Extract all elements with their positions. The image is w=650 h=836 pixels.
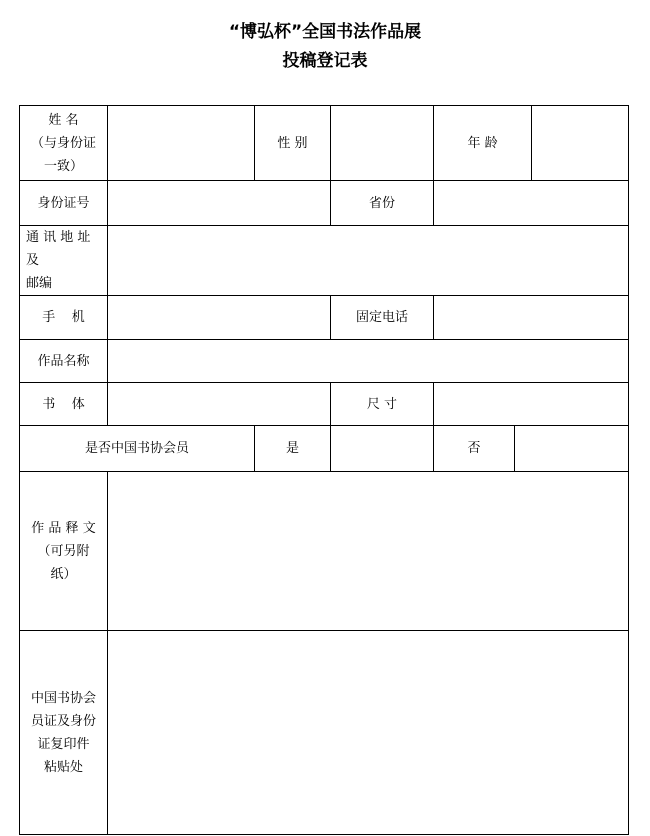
no-label: 否 — [434, 426, 515, 472]
mobile-field[interactable] — [108, 296, 331, 340]
age-field[interactable] — [532, 106, 629, 181]
gender-field[interactable] — [331, 106, 434, 181]
age-label: 年 龄 — [434, 106, 532, 181]
province-field[interactable] — [434, 181, 629, 226]
row-name — [20, 106, 629, 181]
id-number-label: 身份证号 — [20, 181, 108, 226]
row-phone — [20, 296, 629, 340]
no-field[interactable] — [515, 426, 629, 472]
id-number-field[interactable] — [108, 181, 331, 226]
name-field[interactable] — [108, 106, 255, 181]
script-style-label: 书 体 — [20, 383, 108, 426]
size-label: 尺 寸 — [331, 383, 434, 426]
mobile-label: 手 机 — [20, 296, 108, 340]
landline-field[interactable] — [434, 296, 629, 340]
row-id — [20, 181, 629, 226]
form-title: “博弘杯”全国书法作品展 — [228, 22, 422, 42]
work-title-label: 作品名称 — [20, 340, 108, 383]
row-address — [20, 226, 629, 296]
size-field[interactable] — [434, 383, 629, 426]
province-label: 省份 — [331, 181, 434, 226]
row-membership — [20, 426, 629, 472]
form-subtitle: 投稿登记表 — [282, 51, 368, 71]
member-question-label: 是否中国书协会员 — [20, 426, 255, 472]
landline-label: 固定电话 — [331, 296, 434, 340]
address-label: 通 讯 地 址 及 邮编 — [20, 226, 108, 296]
row-work-title — [20, 340, 629, 383]
script-style-field[interactable] — [108, 383, 331, 426]
work-text-label: 作 品 释 文 （可另附 纸） — [20, 472, 108, 631]
paste-area-field[interactable] — [108, 631, 629, 835]
paste-area-label: 中国书协会 员证及身份 证复印件 粘贴处 — [20, 631, 108, 835]
yes-field[interactable] — [331, 426, 434, 472]
work-text-field[interactable] — [108, 472, 629, 631]
gender-label: 性 别 — [255, 106, 331, 181]
row-paste-area — [20, 631, 629, 835]
yes-label: 是 — [255, 426, 331, 472]
address-field[interactable] — [108, 226, 629, 296]
work-title-field[interactable] — [108, 340, 629, 383]
row-style-size — [20, 383, 629, 426]
name-label: 姓 名 （与身份证 一致） — [20, 106, 108, 181]
registration-table — [19, 105, 629, 835]
row-work-text — [20, 472, 629, 631]
